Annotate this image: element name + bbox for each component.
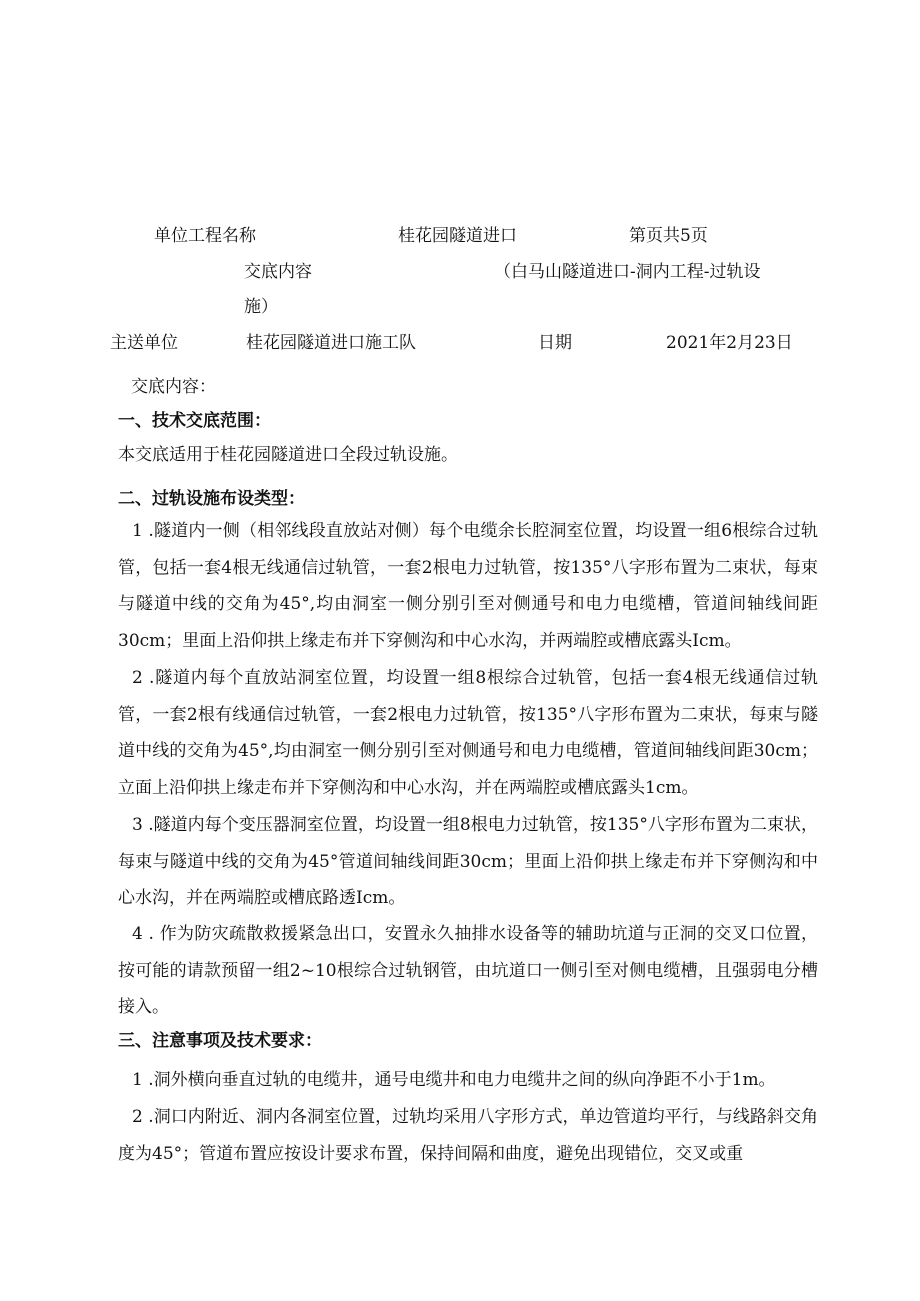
section-3-title: 三、注意事项及技术要求： xyxy=(118,1031,322,1051)
unit-label: 单位工程名称 xyxy=(154,226,256,246)
intro-label: 交底内容： xyxy=(131,377,216,397)
section-1-title: 一、技术交底范围： xyxy=(118,411,271,431)
date-label: 日期 xyxy=(538,333,572,353)
section-3-item-2: 2 .洞口内附近、洞内各洞室位置，过轨均采用八字形方式，单边管道均平行，与线路斜交角度为45°；管道布置应按设计要求布置，保持间隔和曲度，避免出现错位，交叉或重 xyxy=(118,1107,818,1164)
section-2-item-1: 1 .隧道内一侧（相邻线段直放站对侧）每个电缆余长腔洞室位置，均设置一组6根综合过轨管，包括一套4根无线通信过轨管，一套2根电力过轨管，按135°八字形布置为二束状，每束与隧道中线的交角为45°,均由洞室一侧分别引至对侧通号和电力电缆槽，管道间轴线间距30cm；里面上沿仰拱上缘走布并下穿侧沟和中心水沟，并两端腔或槽底露头Icm。 xyxy=(118,521,818,651)
section-1-text: 本交底适用于桂花园隧道进口全段过轨设施。 xyxy=(118,445,458,465)
section-2-item-2: 2 .隧道内每个直放站洞室位置，均设置一组8根综合过轨管，包括一套4根无线通信过轨管，一套2根有线通信过轨管，一套2根电力过轨管，按135°八字形布置为二束状，每束与隧道中线的交角为45°,均由洞室一侧分别引至对侧通号和电力电缆槽，管道间轴线间距30cm；立面上沿仰拱上缘走布并下穿侧沟和中心水沟，并在两端腔或槽底露头1cm。 xyxy=(118,668,818,798)
date-value: 2021年2月23日 xyxy=(666,333,793,353)
sender-value: 桂花园隧道进口施工队 xyxy=(246,333,416,353)
sender-label: 主送单位 xyxy=(110,333,178,353)
section-3-item-1: 1 .洞外横向垂直过轨的电缆井，通号电缆井和电力电缆井之间的纵向净距不小于1m。 xyxy=(132,1070,776,1090)
section-2-title: 二、过轨设施布设类型： xyxy=(118,489,305,509)
content-value-line2: 施） xyxy=(244,297,278,317)
page-info: 第页共5页 xyxy=(629,226,708,246)
content-value-line1: （白马山隧道进口-洞内工程-过轨设 xyxy=(494,262,761,282)
content-label: 交底内容 xyxy=(244,262,312,282)
section-2-item-3: 3 .隧道内每个变压器洞室位置，均设置一组8根电力过轨管，按135°八字形布置为二束状，每束与隧道中线的交角为45°管道间轴线间距30cm；里面上沿仰拱上缘走布并下穿侧沟和中心水沟，并在两端腔或槽底路透Icm。 xyxy=(118,815,818,908)
section-2-item-4: 4 . 作为防灾疏散救援紧急出口，安置永久抽排水设备等的辅助坑道与正洞的交叉口位置，按可能的请款预留一组2~10根综合过轨钢管，由坑道口一侧引至对侧电缆槽，且强弱电分槽接入。 xyxy=(118,924,818,1017)
unit-value: 桂花园隧道进口 xyxy=(398,226,517,246)
